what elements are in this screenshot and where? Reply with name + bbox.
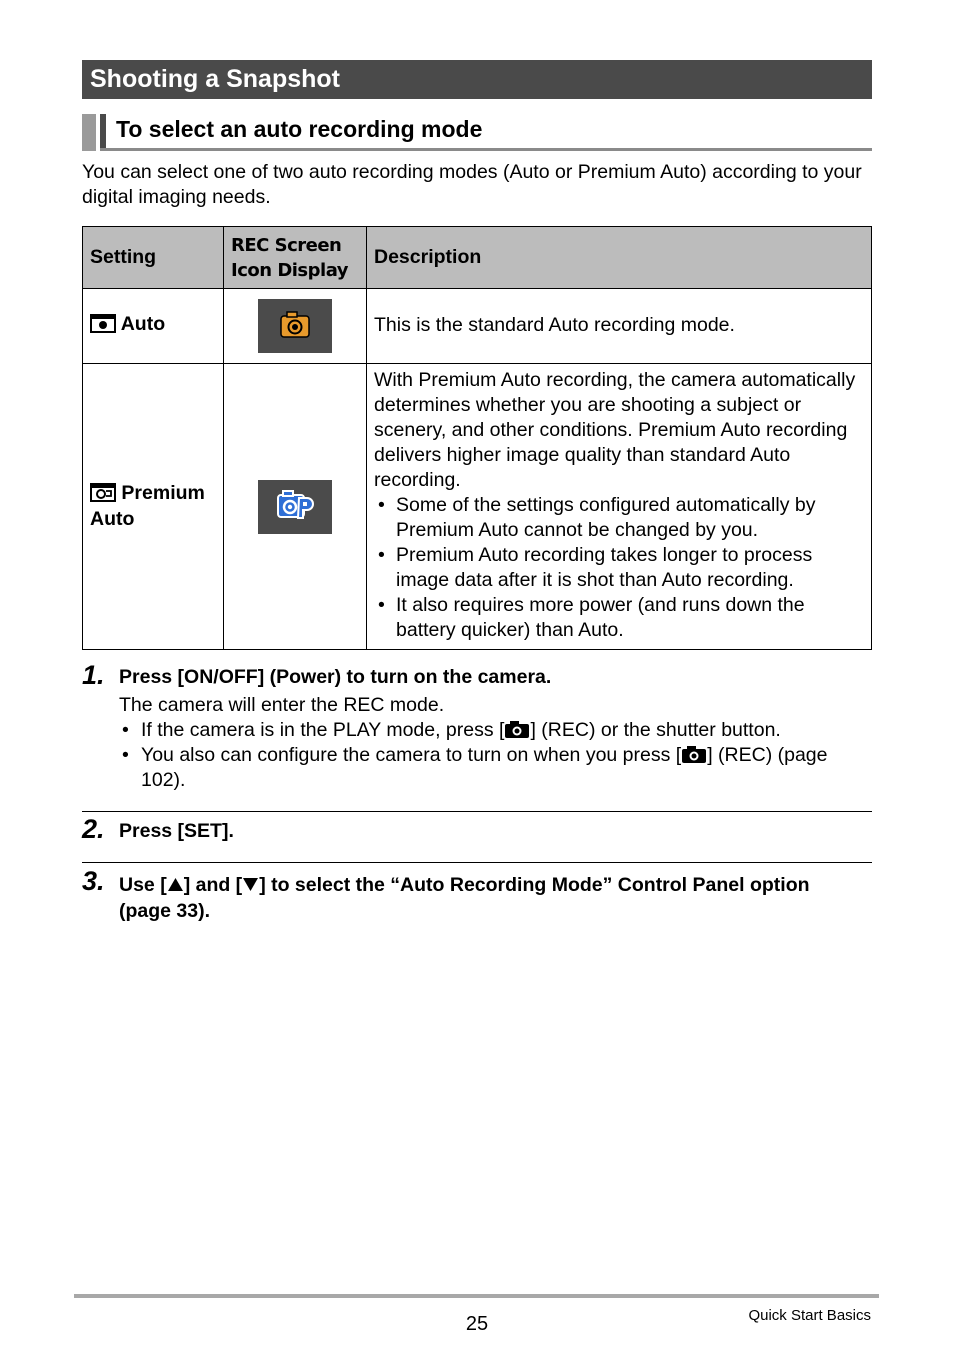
sub-heading [82,114,872,152]
step-body [119,693,859,793]
header-rec-screen-icon: REC Screen Icon Display [224,227,367,289]
step-number: 1. [82,660,105,690]
table-row [83,364,872,650]
description-text: With Premium Auto recording, the camera automatically determines whether you are shooting a subject or scenery, and other conditions. Premium Auto recording delivers higher image quality than standard Auto recording. [374,369,856,491]
step-title: Press [SET]. [119,820,234,842]
step-title-part: ] to select the “Auto Recording Mode” Control Panel option (page 33). [119,874,810,922]
bullet-text: Premium Auto recording takes longer to process image data after it is shot than Auto recording. [396,544,813,591]
description-auto: This is the standard Auto recording mode. [367,289,872,364]
heading-underline [100,148,872,151]
auto-mode-icon [90,314,116,339]
setting-label: Auto [120,313,166,335]
step-title [119,872,859,924]
step-title-part: Use [ [119,874,167,896]
list-item: • If the camera is in the PLAY mode, press [ ] (REC) or the shutter button. [122,719,781,741]
page-number: 25 [465,1313,489,1335]
rec-icon-cell [224,364,367,650]
bullet-text-end: ] (REC) or the shutter button. [530,719,781,741]
bullet-text [141,743,859,793]
step-number: 2. [82,814,105,844]
step-title-part: ] and [ [183,874,243,896]
list-item: • It also requires more power (and runs down the battery quicker) than Auto. [374,593,863,643]
rec-icon-cell [224,289,367,364]
divider [82,862,872,863]
step-text: The camera will enter the REC mode. [119,694,445,716]
down-arrow-icon [242,877,259,892]
recording-mode-table [82,226,872,650]
heading-marker-dark [100,114,106,151]
bullet-text [141,718,781,743]
bullet-text-end: ] (REC) (page 102). [141,744,828,791]
footer-section-label: Quick Start Basics [748,1307,871,1324]
setting-auto [83,289,224,364]
section-title: Shooting a Snapshot [82,60,872,99]
heading-marker [82,114,96,151]
table-header-row [83,227,872,289]
bullet-text-start: You also can configure the camera to turn on when you press [ [141,744,682,766]
bullet-text: It also requires more power (and runs down the battery quicker) than Auto. [396,594,805,641]
premium-auto-mode-icon [90,483,116,508]
step-number: 3. [82,866,105,896]
auto-camera-icon [258,299,332,353]
sub-heading-text: To select an auto recording mode [116,116,483,142]
setting-premium-auto [83,364,224,650]
list-item: • You also can configure the camera to turn on when you press [ ] (REC) (page 102). [119,743,859,793]
divider [82,811,872,812]
bullet-text: Some of the settings configured automatically by Premium Auto cannot be changed by you. [396,494,816,541]
rec-camera-icon [504,721,530,739]
up-arrow-icon [167,877,184,892]
intro-paragraph: You can select one of two auto recording modes (Auto or Premium Auto) according to your digital imaging needs. [82,161,862,208]
header-description: Description [367,227,872,289]
rec-camera-icon [681,746,707,764]
step-title: Press [ON/OFF] (Power) to turn on the camera. [119,666,552,688]
list-item: • Premium Auto recording takes longer to process image data after it is shot than Auto recording. [374,543,863,593]
description-premium-auto [367,364,872,650]
bullet-text-start: If the camera is in the PLAY mode, press [ [141,719,505,741]
table-row [83,289,872,364]
list-item: • Some of the settings configured automatically by Premium Auto cannot be changed by you. [374,493,863,543]
premium-auto-camera-icon [258,480,332,534]
footer-divider [74,1294,879,1298]
header-setting: Setting [83,227,224,289]
setting-label: Premium Auto [90,482,205,530]
